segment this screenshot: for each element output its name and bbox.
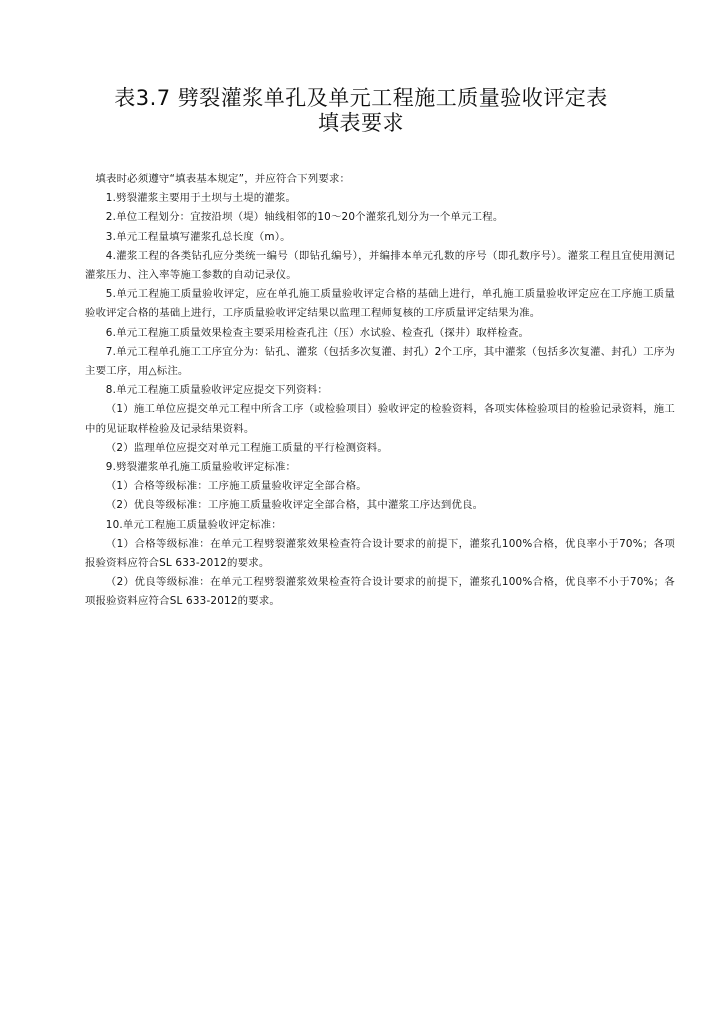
requirement-item-10-2: （2）优良等级标准：在单元工程劈裂灌浆效果检查符合设计要求的前提下，灌浆孔100%合格，优良率不小于70%；各项报验资料应符合SL 633-2012的要求。 <box>85 576 675 608</box>
intro-paragraph: 填表时必须遵守“填表基本规定”，并应符合下列要求： <box>95 173 351 185</box>
requirement-item-8: 8.单元工程施工质量验收评定应提交下列资料： <box>105 384 328 397</box>
requirement-item-4: 4.灌浆工程的各类钻孔应分类统一编号（即钻孔编号），并编排本单元孔数的序号（即孔数序号）。灌浆工程且宜使用测记灌浆压力、注入率等施工参数的自动记录仪。 <box>85 249 675 282</box>
title-block <box>60 86 662 136</box>
requirement-item-8-1: （1）施工单位应提交单元工程中所含工序（或检验项目）验收评定的检验资料，各项实体检验项目的检验记录资料，施工中的见证取样检验及记录结果资料。 <box>85 403 675 435</box>
requirements-body <box>85 170 675 612</box>
requirement-item-7: 7.单元工程单孔施工工序宜分为：钻孔、灌浆（包括多次复灌、封孔）2个工序，其中灌浆（包括多次复灌、封孔）工序为主要工序，用△标注。 <box>85 345 675 378</box>
requirement-item-9: 9.劈裂灌浆单孔施工质量验收评定标准： <box>105 461 297 474</box>
requirement-item-9-1: （1）合格等级标准：工序施工质量验收评定全部合格。 <box>105 480 367 493</box>
requirement-item-10: 10.单元工程施工质量验收评定标准： <box>105 518 282 531</box>
requirement-item-8-2: （2）监理单位应提交对单元工程施工质量的平行检测资料。 <box>105 441 388 454</box>
document-subtitle: 填表要求 <box>318 111 404 135</box>
requirement-item-6: 6.单元工程施工质量效果检查主要采用检查孔注（压）水试验、检查孔（探井）取样检查。 <box>105 326 530 339</box>
requirement-item-10-1: （1）合格等级标准：在单元工程劈裂灌浆效果检查符合设计要求的前提下，灌浆孔100%合格，优良率小于70%；各项报验资料应符合SL 633-2012的要求。 <box>85 537 675 570</box>
requirement-item-2: 2.单位工程划分：宜按沿坝（堤）轴线相邻的10～20个灌浆孔划分为一个单元工程。 <box>105 211 504 224</box>
requirement-item-5: 5.单元工程施工质量验收评定，应在单孔施工质量验收评定合格的基础上进行，单孔施工质量验收评定应在工序施工质量验收评定合格的基础上进行，工序质量验收评定结果以监理工程师复核的工序质量评定结果为准。 <box>85 288 675 320</box>
requirement-item-9-2: （2）优良等级标准：工序施工质量验收评定全部合格，其中灌浆工序达到优良。 <box>105 499 484 512</box>
document-title: 表3.7 劈裂灌浆单孔及单元工程施工质量验收评定表 <box>114 86 608 110</box>
requirement-item-3: 3.单元工程量填写灌浆孔总长度（m）。 <box>105 230 291 243</box>
requirement-item-1: 1.劈裂灌浆主要用于土坝与土堤的灌浆。 <box>105 192 297 205</box>
